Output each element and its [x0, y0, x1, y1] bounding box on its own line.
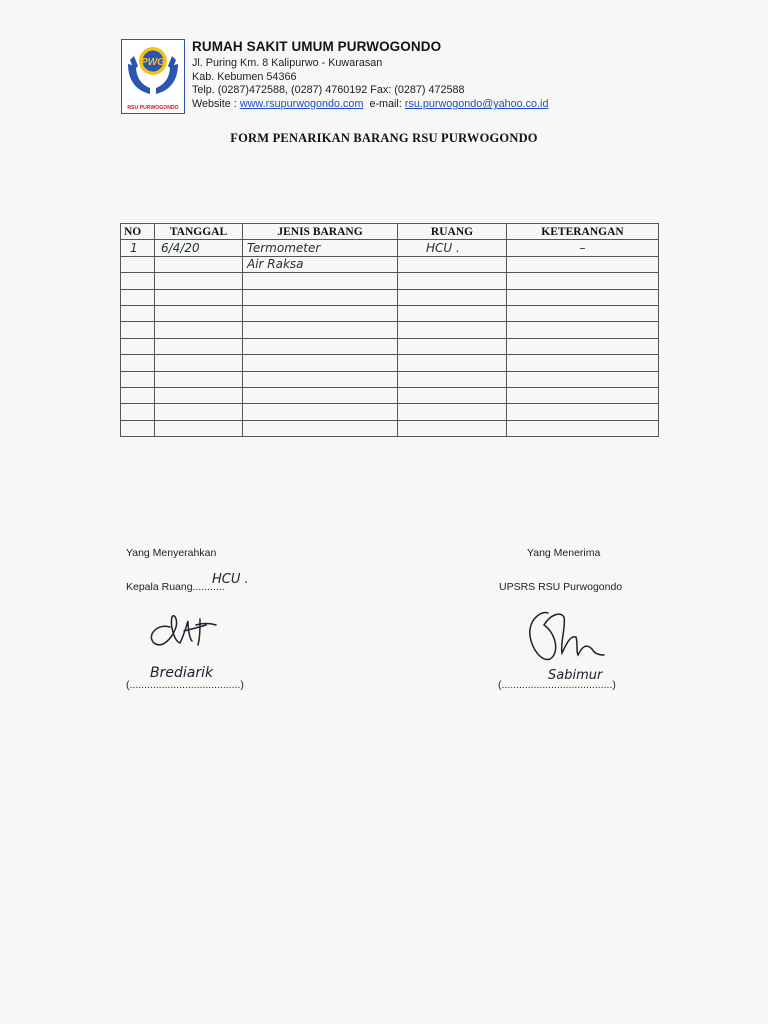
- cell-keterangan: [507, 387, 659, 403]
- cell-tanggal: [155, 256, 243, 272]
- cell-no: [121, 371, 155, 387]
- cell-jenis-barang: [243, 273, 398, 289]
- cell-no: [121, 387, 155, 403]
- table-row: [121, 387, 659, 403]
- cell-jenis-barang: [243, 420, 398, 436]
- cell-ruang: [398, 338, 507, 354]
- right-role: UPSRS RSU Purwogondo: [499, 581, 623, 593]
- header-tanggal: TANGGAL: [155, 224, 243, 240]
- table-row: [121, 289, 659, 305]
- cell-tanggal: [155, 289, 243, 305]
- cell-jenis-barang: Termometer: [243, 240, 398, 256]
- phone-line: Telp. (0287)472588, (0287) 4760192 Fax: (0287) 472588: [192, 84, 465, 96]
- table-row: [121, 322, 659, 338]
- right-name-close: ): [612, 679, 616, 691]
- cell-tanggal: [155, 420, 243, 436]
- cell-no: 1: [121, 240, 155, 256]
- cell-ruang: [398, 371, 507, 387]
- cell-jenis-barang: [243, 338, 398, 354]
- cell-keterangan: [507, 322, 659, 338]
- hospital-name: RUMAH SAKIT UMUM PURWOGONDO: [192, 39, 442, 54]
- cell-keterangan: [507, 273, 659, 289]
- cell-tanggal: [155, 338, 243, 354]
- right-name-dots: ......................................: [501, 679, 613, 691]
- logo-text: PWG: [141, 57, 165, 68]
- cell-tanggal: [155, 305, 243, 321]
- address-line-2: Kab. Kebumen 54366: [192, 71, 297, 83]
- left-role-dots: ...........: [192, 581, 225, 593]
- cell-jenis-barang: [243, 404, 398, 420]
- cell-no: [121, 404, 155, 420]
- cell-no: [121, 273, 155, 289]
- left-name: Brediarik: [150, 665, 214, 681]
- cell-jenis-barang: [243, 289, 398, 305]
- cell-keterangan: [507, 404, 659, 420]
- table-row: [121, 240, 659, 256]
- cell-no: [121, 338, 155, 354]
- cell-ruang: [398, 256, 507, 272]
- contact-line: [192, 98, 548, 110]
- cell-ruang: [398, 322, 507, 338]
- email-link[interactable]: rsu.purwogondo@yahoo.co.id: [404, 98, 549, 110]
- cell-ruang: [398, 404, 507, 420]
- cell-no: [121, 289, 155, 305]
- cell-ruang: [398, 273, 507, 289]
- cell-tanggal: [155, 273, 243, 289]
- cell-no: [121, 322, 155, 338]
- left-name-close: ): [240, 679, 244, 691]
- cell-keterangan: [507, 420, 659, 436]
- cell-tanggal: [155, 371, 243, 387]
- cell-no: [121, 420, 155, 436]
- left-signature-title: Yang Menyerahkan: [126, 547, 217, 559]
- logo-hands-icon: [124, 42, 182, 104]
- table-row: [121, 305, 659, 321]
- hospital-logo: [121, 39, 185, 114]
- cell-keterangan: [507, 371, 659, 387]
- cell-tanggal: [155, 355, 243, 371]
- cell-ruang: [398, 355, 507, 371]
- cell-jenis-barang: [243, 371, 398, 387]
- cell-tanggal: [155, 404, 243, 420]
- cell-keterangan: [507, 256, 659, 272]
- header-no: NO: [121, 224, 155, 240]
- left-signature-mark: [140, 605, 230, 655]
- table-row: [121, 273, 659, 289]
- address-line-1: Jl. Puring Km. 8 Kalipurwo - Kuwarasan: [192, 57, 383, 69]
- left-role-value: HCU .: [212, 572, 249, 587]
- cell-jenis-barang: [243, 355, 398, 371]
- header-keterangan: KETERANGAN: [507, 224, 659, 240]
- website-link[interactable]: www.rsupurwogondo.com: [239, 98, 364, 110]
- table-row: [121, 420, 659, 436]
- cell-keterangan: [507, 289, 659, 305]
- cell-no: [121, 355, 155, 371]
- right-signature-mark: [520, 603, 620, 673]
- cell-ruang: HCU .: [398, 240, 507, 256]
- table-body: [121, 240, 659, 437]
- cell-jenis-barang: [243, 322, 398, 338]
- email-label: e-mail:: [369, 98, 405, 110]
- table-row: [121, 355, 659, 371]
- left-name-open: (: [126, 679, 130, 691]
- cell-keterangan: [507, 338, 659, 354]
- cell-no: [121, 305, 155, 321]
- right-name: Sabimur: [548, 668, 603, 683]
- header-ruang: RUANG: [398, 224, 507, 240]
- table-row: [121, 256, 659, 272]
- left-name-dots: ......................................: [129, 679, 241, 691]
- left-role-label: Kepala Ruang: [126, 581, 193, 593]
- form-title: FORM PENARIKAN BARANG RSU PURWOGONDO: [230, 131, 538, 145]
- website-label: Website :: [192, 98, 240, 110]
- table-row: [121, 338, 659, 354]
- cell-jenis-barang: [243, 305, 398, 321]
- cell-no: [121, 256, 155, 272]
- table-row: [121, 404, 659, 420]
- right-signature-title: Yang Menerima: [527, 547, 601, 559]
- cell-ruang: [398, 420, 507, 436]
- table-header-row: [121, 224, 659, 240]
- cell-jenis-barang: [243, 387, 398, 403]
- table-row: [121, 371, 659, 387]
- cell-tanggal: [155, 387, 243, 403]
- cell-ruang: [398, 305, 507, 321]
- cell-keterangan: –: [507, 240, 659, 256]
- logo-caption: RSU PURWOGONDO: [127, 105, 179, 111]
- cell-tanggal: 6/4/20: [155, 240, 243, 256]
- right-name-open: (: [498, 679, 502, 691]
- left-role-line: [126, 581, 225, 593]
- items-table: [120, 223, 659, 437]
- cell-ruang: [398, 289, 507, 305]
- header-jenis-barang: JENIS BARANG: [243, 224, 398, 240]
- cell-keterangan: [507, 305, 659, 321]
- cell-tanggal: [155, 322, 243, 338]
- cell-jenis-barang: Air Raksa: [243, 256, 398, 272]
- cell-keterangan: [507, 355, 659, 371]
- cell-ruang: [398, 387, 507, 403]
